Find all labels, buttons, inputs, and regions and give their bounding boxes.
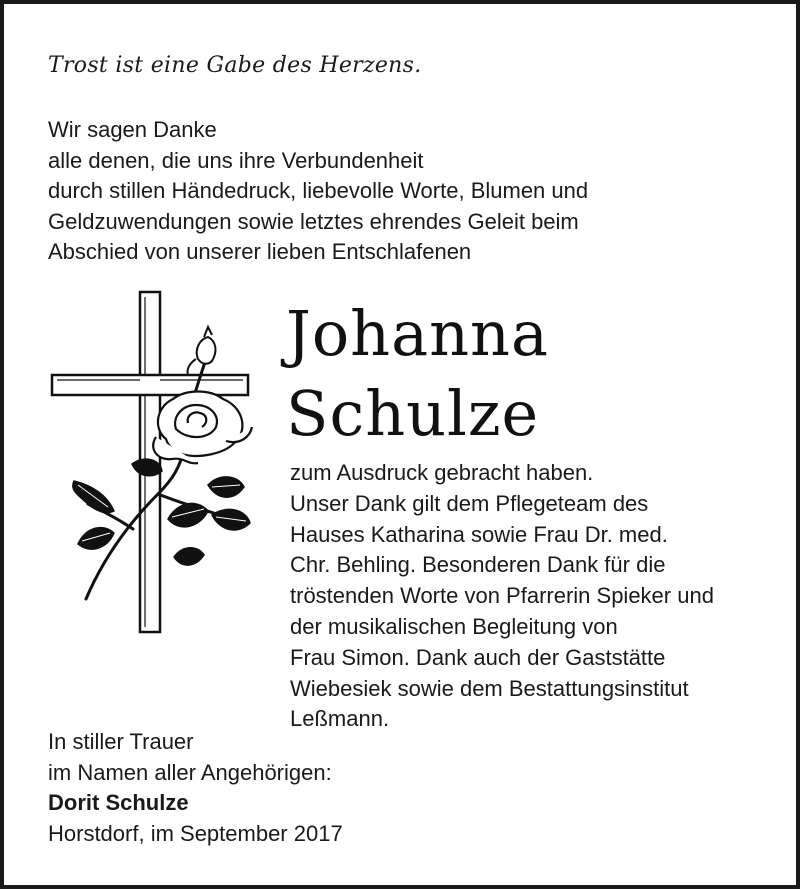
body-line: Chr. Behling. Besonderen Dank für die (290, 552, 666, 578)
body-line: tröstenden Worte von Pfarrerin Spieker und (290, 583, 714, 609)
intro-text (48, 115, 588, 268)
intro-line: alle denen, die uns ihre Verbundenheit (48, 147, 424, 173)
intro-line: durch stillen Händedruck, liebevolle Worte, Blumen und (48, 178, 589, 203)
place-date: Horstdorf, im September 2017 (48, 820, 343, 846)
closing-block (48, 727, 343, 849)
body-line: Unser Dank gilt dem Pflegeteam des (290, 490, 649, 516)
closing-line: In stiller Trauer (48, 729, 194, 754)
body-line: Hauses Katharina sowie Frau Dr. med. (290, 521, 668, 547)
cross-with-rose-icon (48, 289, 258, 639)
intro-line: Abschied von unserer lieben Entschlafenen (48, 239, 472, 264)
body-line: zum Ausdruck gebracht haben. (290, 460, 594, 485)
closing-line: im Namen aller Angehörigen: (48, 759, 332, 785)
body-line: der musikalischen Begleitung von (290, 613, 618, 639)
body-line: Leßmann. (290, 706, 390, 732)
intro-line: Wir sagen Danke (48, 117, 217, 142)
last-name: Schulze (286, 377, 540, 450)
body-line: Wiebesiek sowie dem Bestattungsinstitut (290, 675, 689, 701)
signatory: Dorit Schulze (48, 790, 189, 815)
motto: Trost ist eine Gabe des Herzens. (48, 53, 422, 78)
first-name: Johanna (286, 297, 549, 370)
body-line: Frau Simon. Dank auch der Gaststätte (290, 644, 666, 670)
body-text (290, 458, 714, 735)
deceased-name (286, 294, 549, 454)
intro-line: Geldzuwendungen sowie letztes ehrendes Geleit beim (48, 208, 579, 234)
